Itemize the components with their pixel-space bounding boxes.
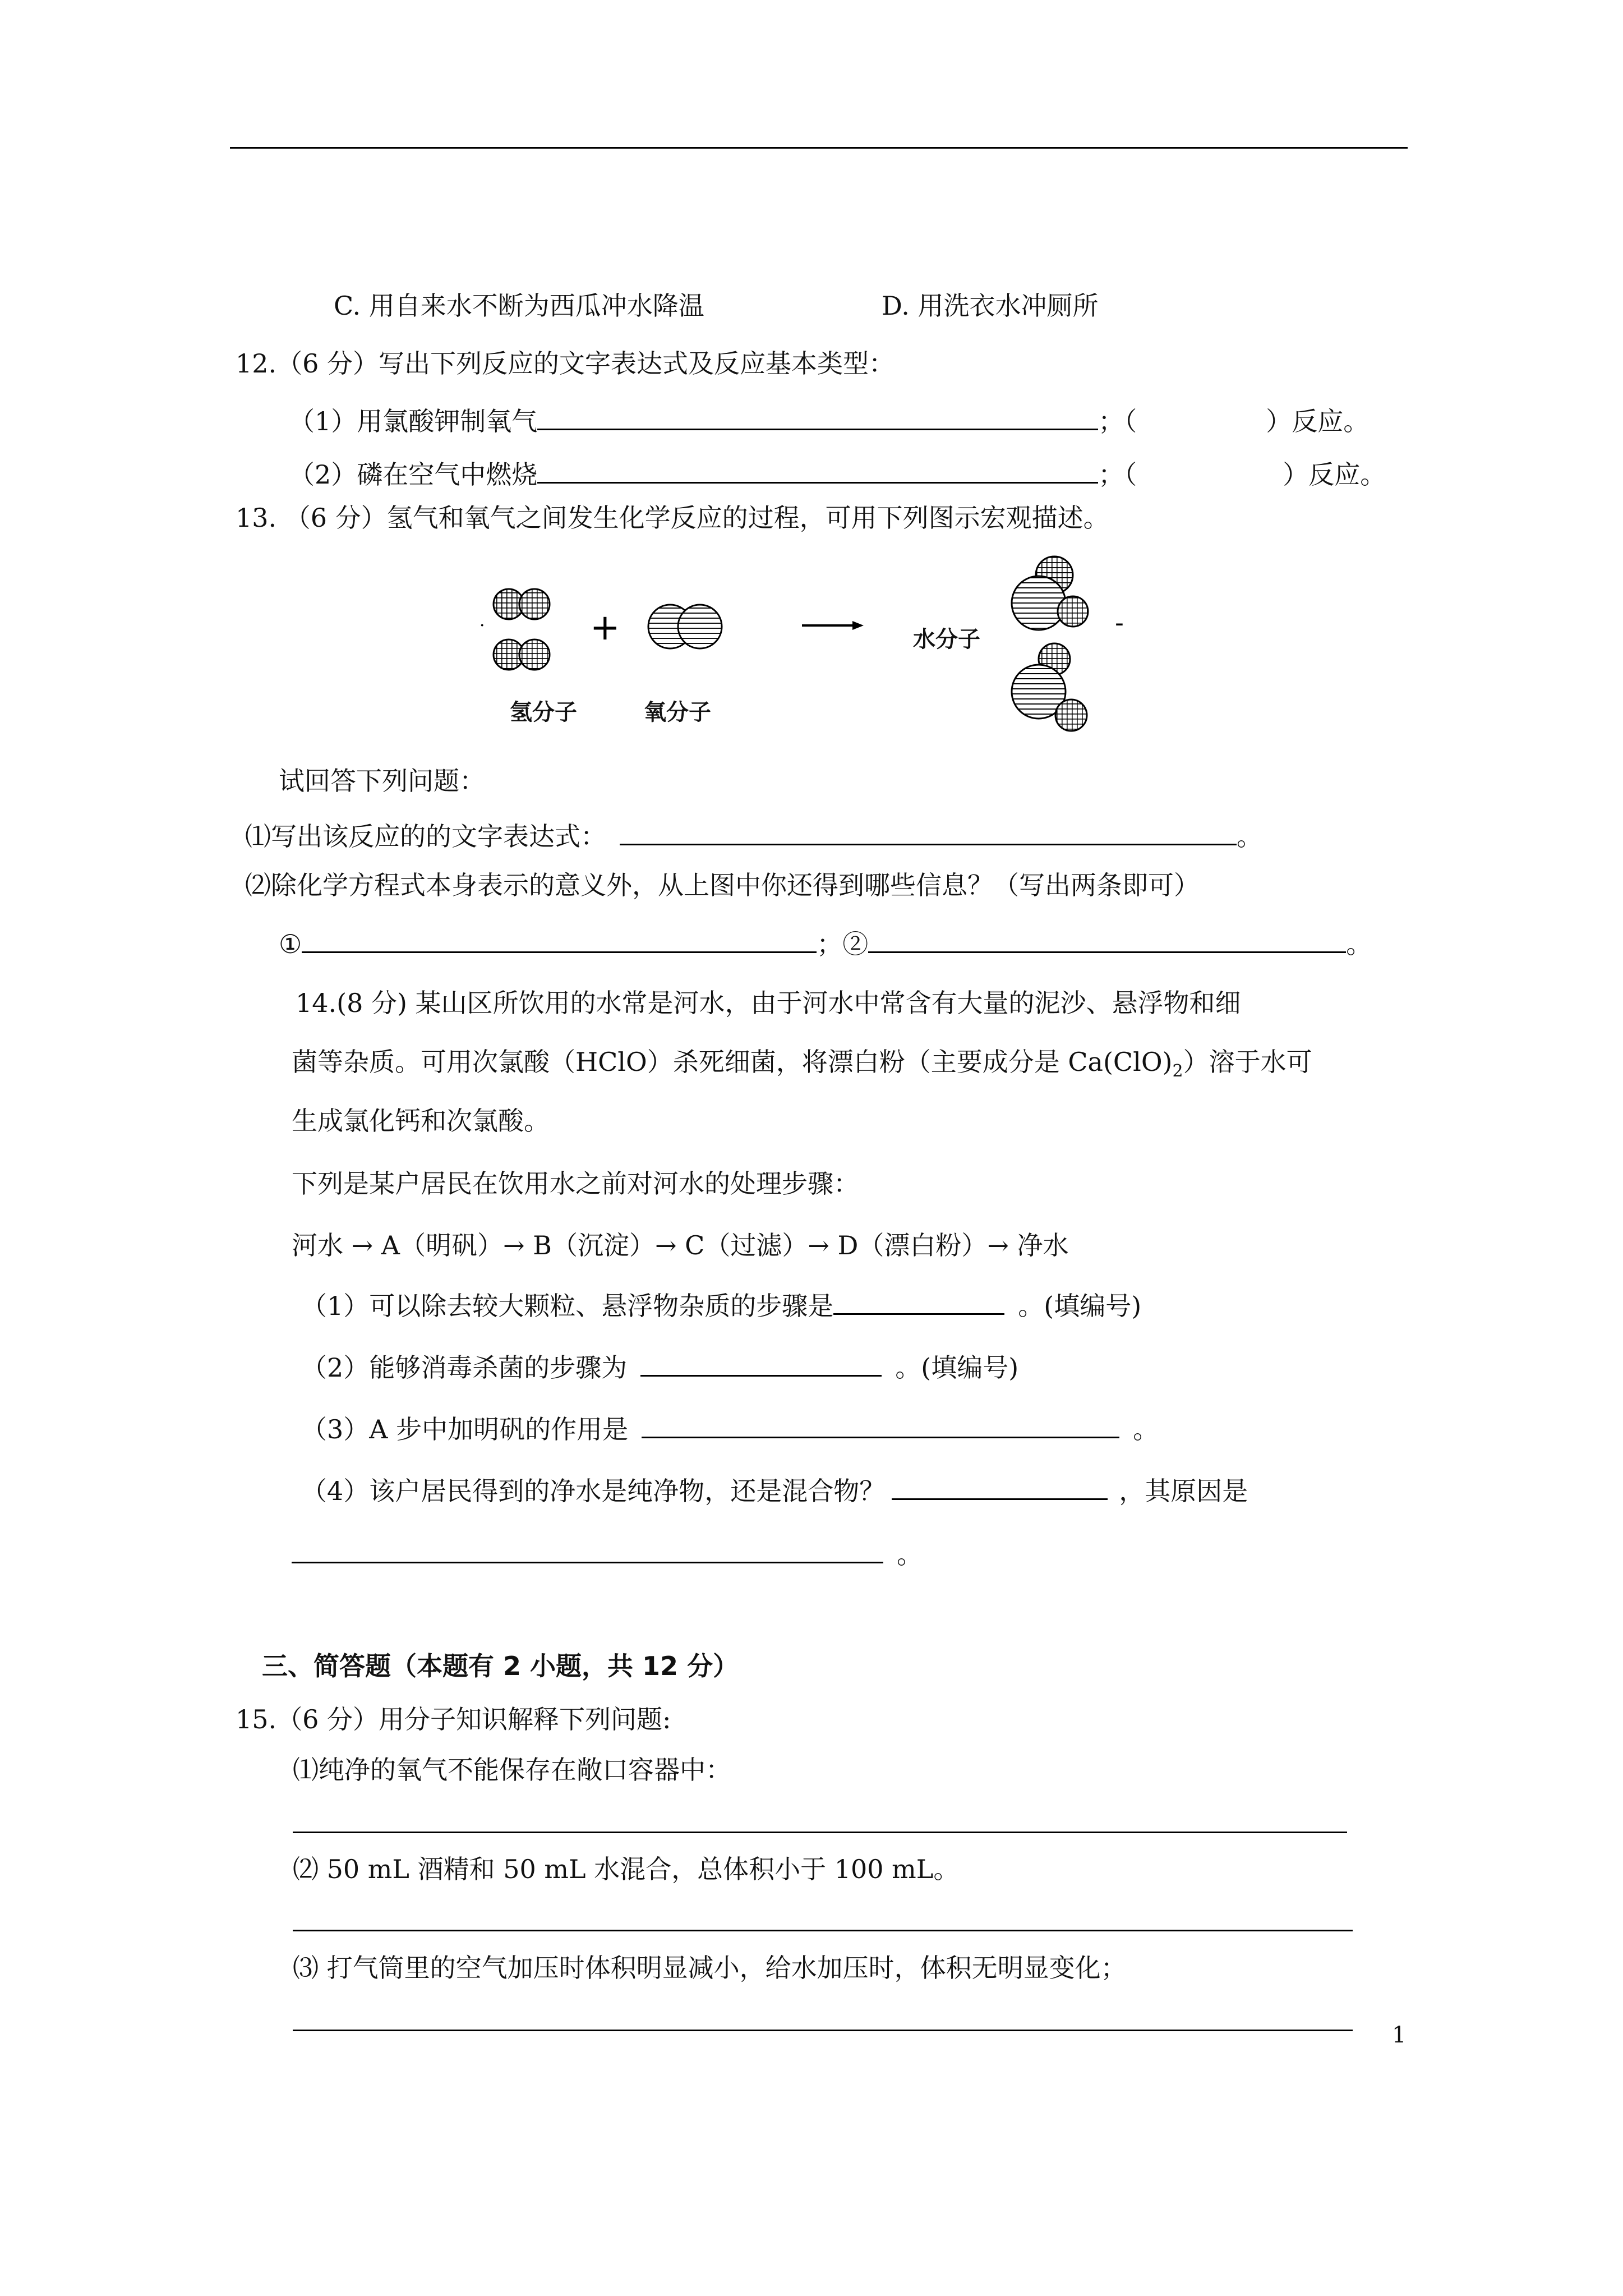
q14-s3-label: （3）A 步中加明矾的作用是 (301, 1414, 629, 1444)
q12-item1-sep: ；（ (1098, 406, 1137, 436)
q13-prompt: 试回答下列问题： (279, 766, 485, 796)
diagram-dot: · (479, 616, 485, 636)
q15-p1: ⑴纯净的氧气不能保存在敞口容器中： (293, 1755, 731, 1785)
q14-s3-blank[interactable] (642, 1411, 1119, 1438)
q14-s2-label: （2）能够消毒杀菌的步骤为 (301, 1352, 628, 1383)
q14-para-line2-b: ）溶于水可 (1183, 1047, 1312, 1077)
q13-sub1-blank[interactable] (620, 818, 1237, 845)
q14-s4-reason (292, 1536, 923, 1571)
q13-sub2-answers (279, 926, 1372, 961)
q14-s1-label: （1）可以除去较大颗粒、悬浮物杂质的步骤是 (301, 1291, 834, 1321)
q14-s1 (301, 1287, 1141, 1323)
q13-sub1-label: ⑴写出该反应的的文字表达式： (245, 821, 606, 852)
q11-option-c: C. 用自来水不断为西瓜冲水降温 (334, 291, 704, 321)
section3-heading: 三、简答题（本题有 2 小题，共 12 分） (262, 1651, 739, 1681)
q13-sub2: ⑵除化学方程式本身表示的意义外，从上图中你还得到哪些信息？（写出两条即可） (245, 870, 1200, 900)
q15-p2: ⑵ 50 mL 酒精和 50 mL 水混合，总体积小于 100 mL。 (293, 1854, 960, 1884)
q14-s4 (301, 1473, 1248, 1508)
q15-stem: 15.（6 分）用分子知识解释下列问题: (236, 1704, 671, 1734)
q11-option-d: D. 用洗衣水冲厕所 (882, 291, 1099, 321)
q13-stem: 13. （6 分）氢气和氧气之间发生化学反应的过程，可用下列图示宏观描述。 (236, 503, 1109, 533)
hydrogen-molecule-2 (494, 639, 550, 670)
oxygen-molecule (648, 605, 722, 648)
q12-item1-tail: ）反应。 (1266, 406, 1370, 436)
q14-s1-end: 。(填编号) (1018, 1291, 1142, 1321)
hydrogen-label: 氢分子 (510, 700, 577, 725)
oxygen-label: 氧分子 (644, 700, 711, 725)
q12-item2-label: （2）磷在空气中燃烧 (289, 459, 538, 490)
q13-sub2-end: 。 (1346, 929, 1372, 959)
q14-s2-end: 。(填编号) (895, 1352, 1019, 1383)
q14-s1-blank[interactable] (833, 1287, 1004, 1315)
q14-s4-blank[interactable] (892, 1473, 1108, 1500)
q12-item1 (289, 403, 1369, 438)
plus-sign: + (590, 607, 620, 648)
q14-para-line2-a: 菌等杂质。可用次氯酸（HClO）杀死细菌，将漂白粉（主要成分是 Ca(ClO) (292, 1047, 1173, 1077)
water-molecule-1 (1012, 556, 1088, 630)
q12-stem: 12.（6 分）写出下列反应的文字表达式及反应基本类型： (236, 348, 895, 379)
q14-s4-end: 。 (897, 1539, 923, 1570)
q14-s4-reason-blank[interactable] (292, 1536, 883, 1563)
q12-item2-tail: ）反应。 (1283, 459, 1386, 490)
q13-sub1-end: 。 (1237, 821, 1262, 852)
q14-s3 (301, 1411, 1159, 1446)
q13-mark1: ① (279, 929, 302, 959)
q14-para-line1: 14.(8 分) 某山区所饮用的水常是河水，由于河水中常含有大量的泥沙、悬浮物和细 (296, 988, 1241, 1018)
q14-s3-end: 。 (1133, 1414, 1159, 1444)
q15-p2-answer-line[interactable] (293, 1930, 1353, 1931)
reaction-arrow (802, 621, 864, 630)
page-number: 1 (1392, 2022, 1407, 2048)
q14-s2 (301, 1349, 1018, 1384)
q13-mark2: ；② (817, 929, 869, 959)
q12-item2-blank[interactable] (537, 456, 1098, 484)
q15-p3: ⑶ 打气筒里的空气加压时体积明显减小，给水加压时，体积无明显变化； (293, 1953, 1127, 1983)
q14-s2-blank[interactable] (640, 1349, 882, 1377)
q12-item1-blank[interactable] (537, 403, 1098, 430)
q12-item2 (289, 456, 1386, 491)
q14-steps: 河水 → A（明矾）→ B（沉淀）→ C（过滤）→ D（漂白粉）→ 净水 (292, 1230, 1069, 1260)
q13-sub1 (245, 818, 1262, 853)
q15-p3-answer-line[interactable] (293, 2030, 1353, 2031)
q12-item1-label: （1）用氯酸钾制氧气 (289, 406, 538, 436)
water-molecule-2 (1012, 643, 1087, 731)
water-label: 水分子 (913, 627, 980, 652)
q13-answer1-blank[interactable] (302, 926, 817, 953)
hydrogen-molecule-1 (494, 589, 550, 619)
q13-answer2-blank[interactable] (868, 926, 1346, 953)
q14-para-line2 (292, 1045, 1312, 1088)
diagram-dash: - (1115, 609, 1124, 637)
header-rule (230, 147, 1408, 149)
q14-steps-intro: 下列是某户居民在饮用水之前对河水的处理步骤： (292, 1168, 859, 1199)
q15-p1-answer-line[interactable] (293, 1832, 1347, 1833)
q14-para-line3: 生成氯化钙和次氯酸。 (292, 1106, 550, 1136)
q12-item2-sep: ；（ (1098, 459, 1137, 490)
q14-s4-mid: ，其原因是 (1119, 1476, 1248, 1506)
q14-subscript: 2 (1172, 1061, 1183, 1082)
q14-s4-label: （4）该户居民得到的净水是纯净物，还是混合物？ (301, 1476, 886, 1506)
